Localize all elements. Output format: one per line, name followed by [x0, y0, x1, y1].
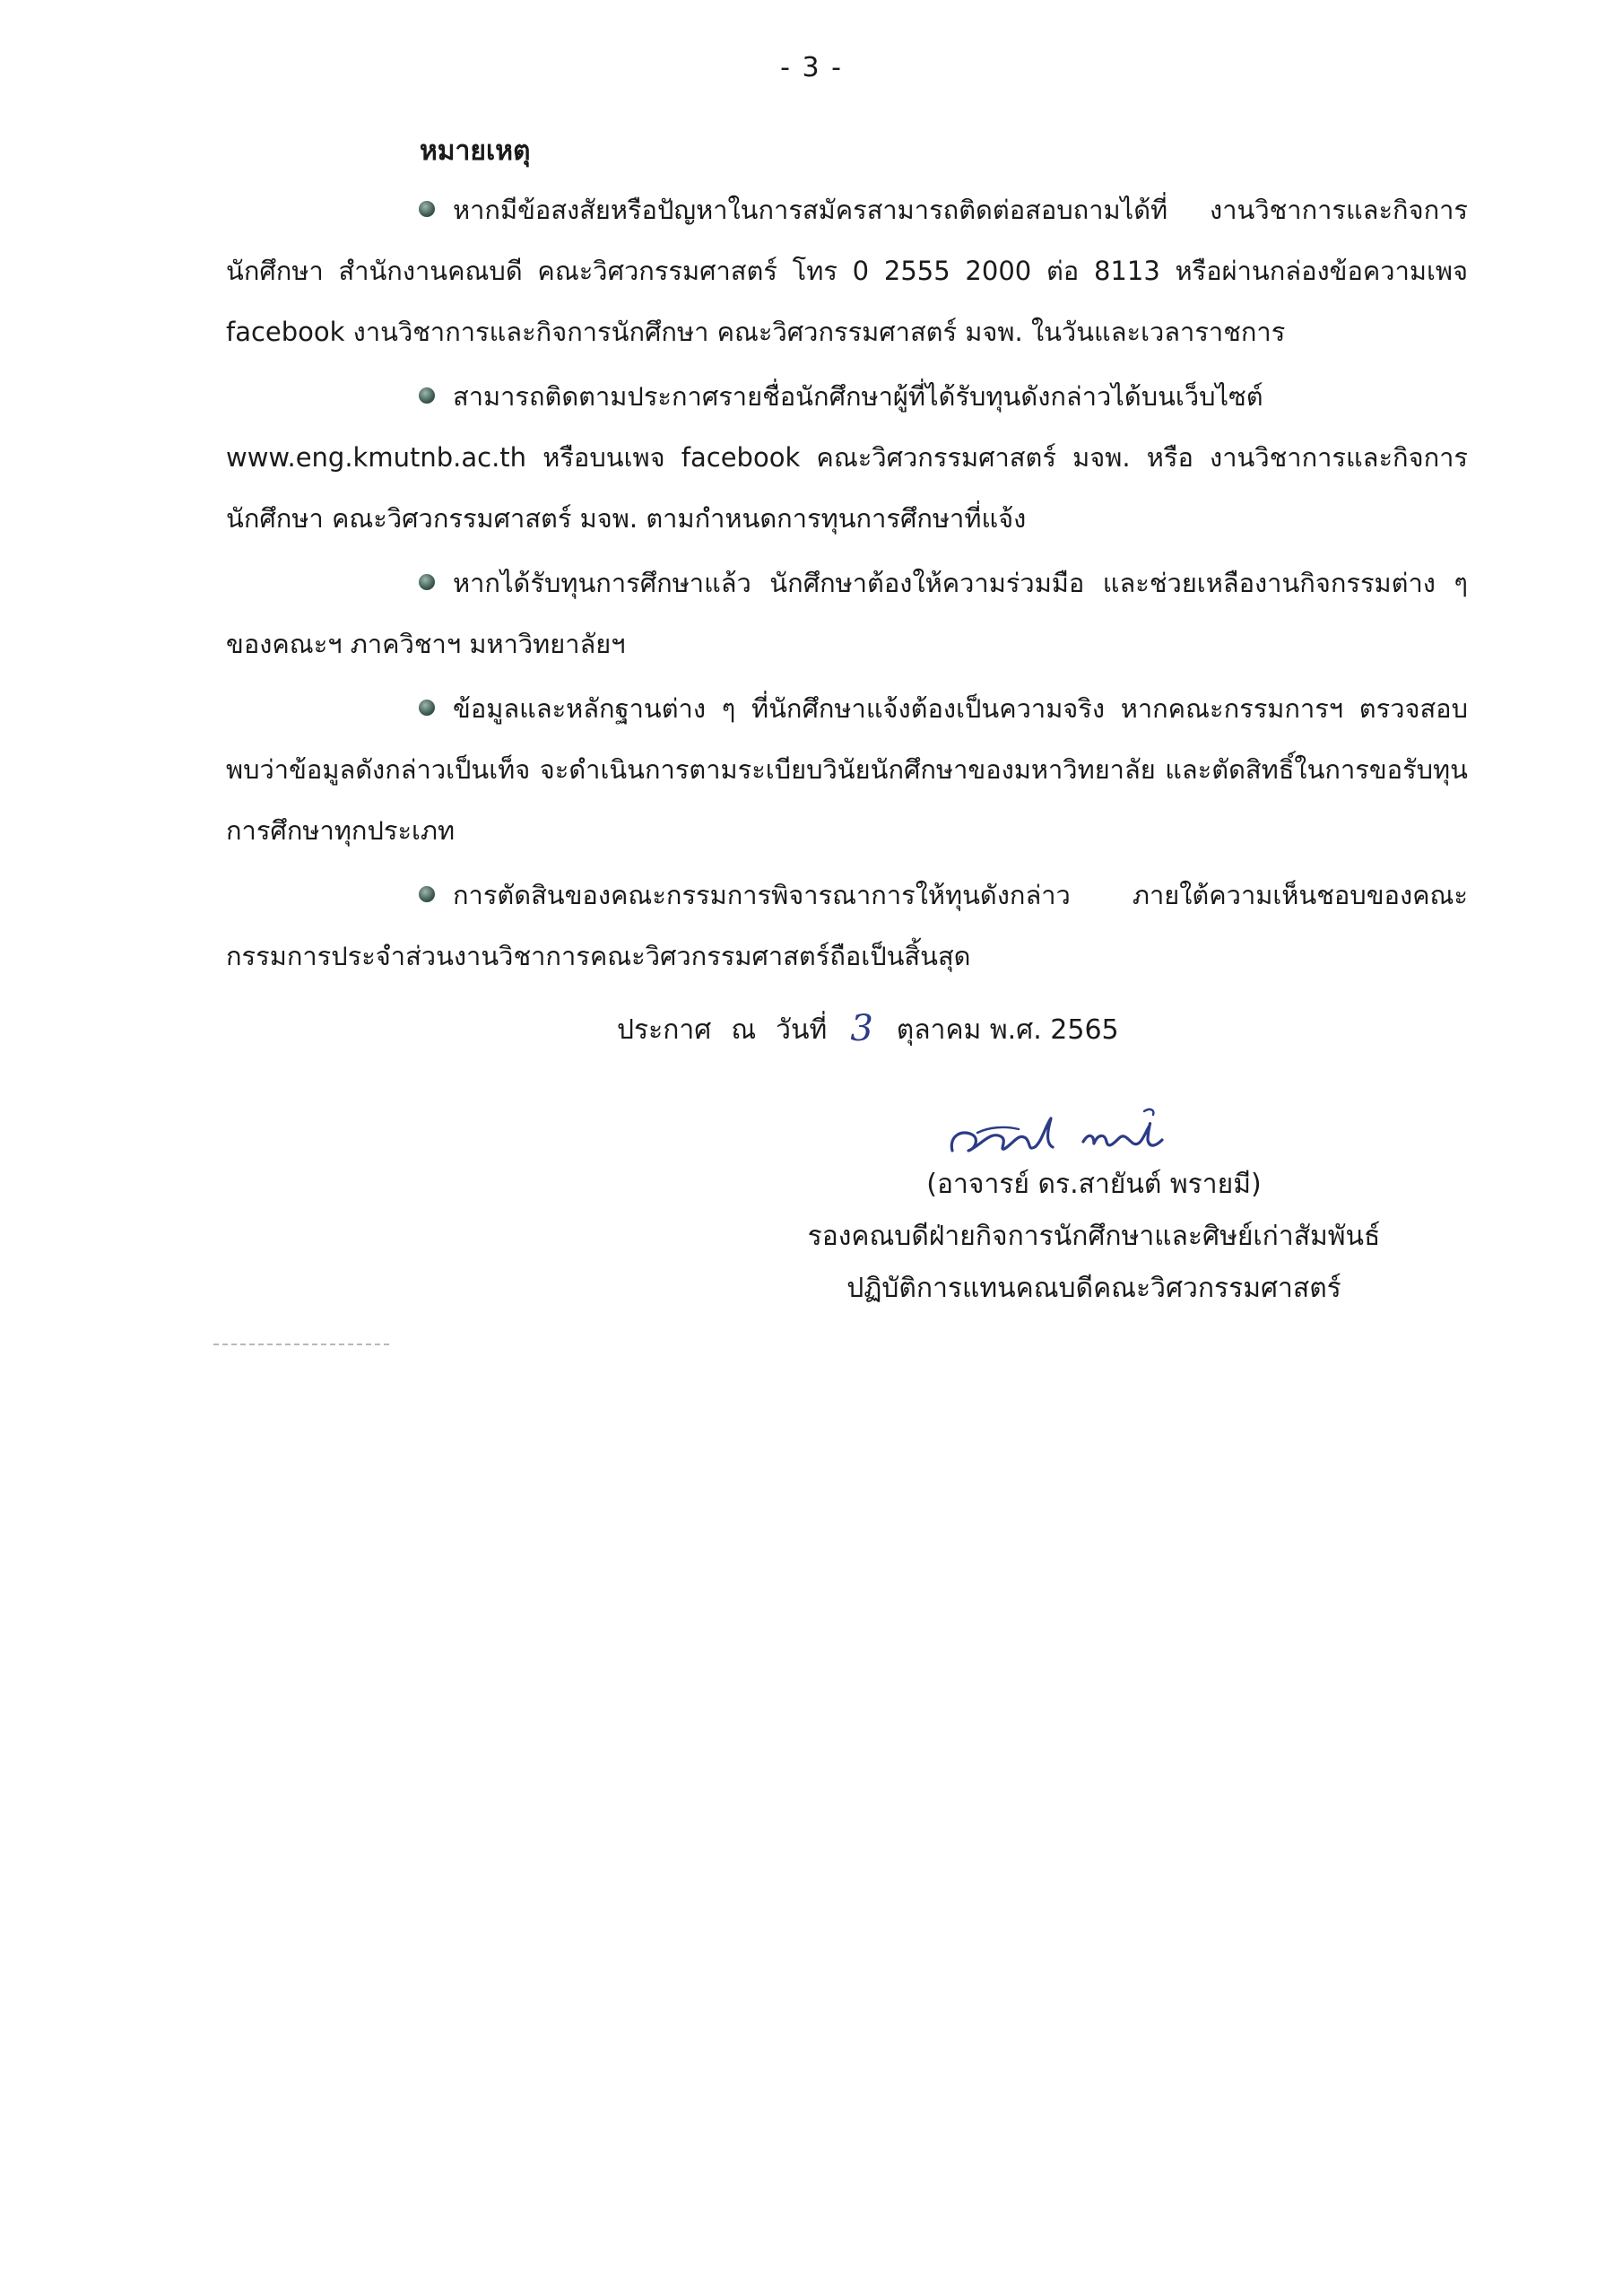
- remark-text: ข้อมูลและหลักฐานต่าง ๆ ที่นักศึกษาแจ้งต้องเป็นความจริง หากคณะกรรมการฯ ตรวจสอบพบว่าข้อมูลดังกล่าวเป็นเท็จ จะดำเนินการตามระเบียบวินัยนักศึกษาของมหาวิทยาลัย และตัดสิทธิ์ในการขอรับทุนการศึกษาทุกประเภท: [226, 693, 1468, 846]
- bullet-icon: [419, 886, 435, 902]
- remark-text: การตัดสินของคณะกรรมการพิจารณาการให้ทุนดังกล่าว ภายใต้ความเห็นชอบของคณะกรรมการประจำส่วนงานวิชาการคณะวิศวกรรมศาสตร์ถือเป็นสิ้นสุด: [226, 880, 1468, 971]
- signature-block: [744, 1159, 1444, 1315]
- signatory-acting-role: ปฏิบัติการแทนคณบดีคณะวิศวกรรมศาสตร์: [846, 1273, 1341, 1304]
- remarks-heading: หมายเหตุ: [420, 135, 531, 167]
- bullet-icon: [419, 574, 435, 590]
- remarks-list: [226, 179, 1468, 990]
- remark-item: [226, 366, 1468, 549]
- remark-item: [226, 179, 1468, 362]
- remark-text: หากมีข้อสงสัยหรือปัญหาในการสมัครสามารถติดต่อสอบถามได้ที่ งานวิชาการและกิจการนักศึกษา สำนักงานคณบดี คณะวิศวกรรมศาสตร์ โทร 0 2555 2000 ต่อ 8113 หรือผ่านกล่องข้อความเพจ facebook งานวิชาการและกิจการนักศึกษา คณะวิศวกรรมศาสตร์ มจพ. ในวันและเวลาราชการ: [226, 195, 1468, 347]
- remark-text: สามารถติดตามประกาศรายชื่อนักศึกษาผู้ที่ได้รับทุนดังกล่าวได้บนเว็บไซต์ www.eng.kmutnb.ac.th หรือบนเพจ facebook คณะวิศวกรรมศาสตร์ มจพ. หรือ งานวิชาการและกิจการนักศึกษา คณะวิศวกรรมศาสตร์ มจพ. ตามกำหนดการทุนการศึกษาที่แจ้ง: [226, 381, 1468, 534]
- remark-item: [226, 552, 1468, 674]
- day-label: วันที่: [776, 1014, 828, 1046]
- remark-item: [226, 865, 1468, 987]
- remark-item: [226, 678, 1468, 861]
- signatory-name: (อาจารย์ ดร.สายันต์ พรายมี): [926, 1169, 1262, 1200]
- page-number: - 3 -: [780, 52, 843, 83]
- bullet-icon: [419, 387, 435, 404]
- scan-artifact-line: [213, 1344, 393, 1345]
- bullet-icon: [419, 201, 435, 217]
- announcement-at: ณ: [731, 1014, 757, 1046]
- remark-text: หากได้รับทุนการศึกษาแล้ว นักศึกษาต้องให้ความร่วมมือ และช่วยเหลืองานกิจกรรมต่าง ๆ ของคณะฯ ภาควิชาฯ มหาวิทยาลัยฯ: [226, 568, 1468, 659]
- bullet-icon: [419, 700, 435, 716]
- month-year: ตุลาคม พ.ศ. 2565: [896, 1014, 1119, 1046]
- announcement-prefix: ประกาศ: [617, 1014, 712, 1046]
- announcement-date-line: [617, 1006, 1119, 1051]
- signatory-position: รองคณบดีฝ่ายกิจการนักศึกษาและศิษย์เก่าสัมพันธ์: [807, 1221, 1381, 1252]
- handwritten-day: 3: [850, 1008, 873, 1049]
